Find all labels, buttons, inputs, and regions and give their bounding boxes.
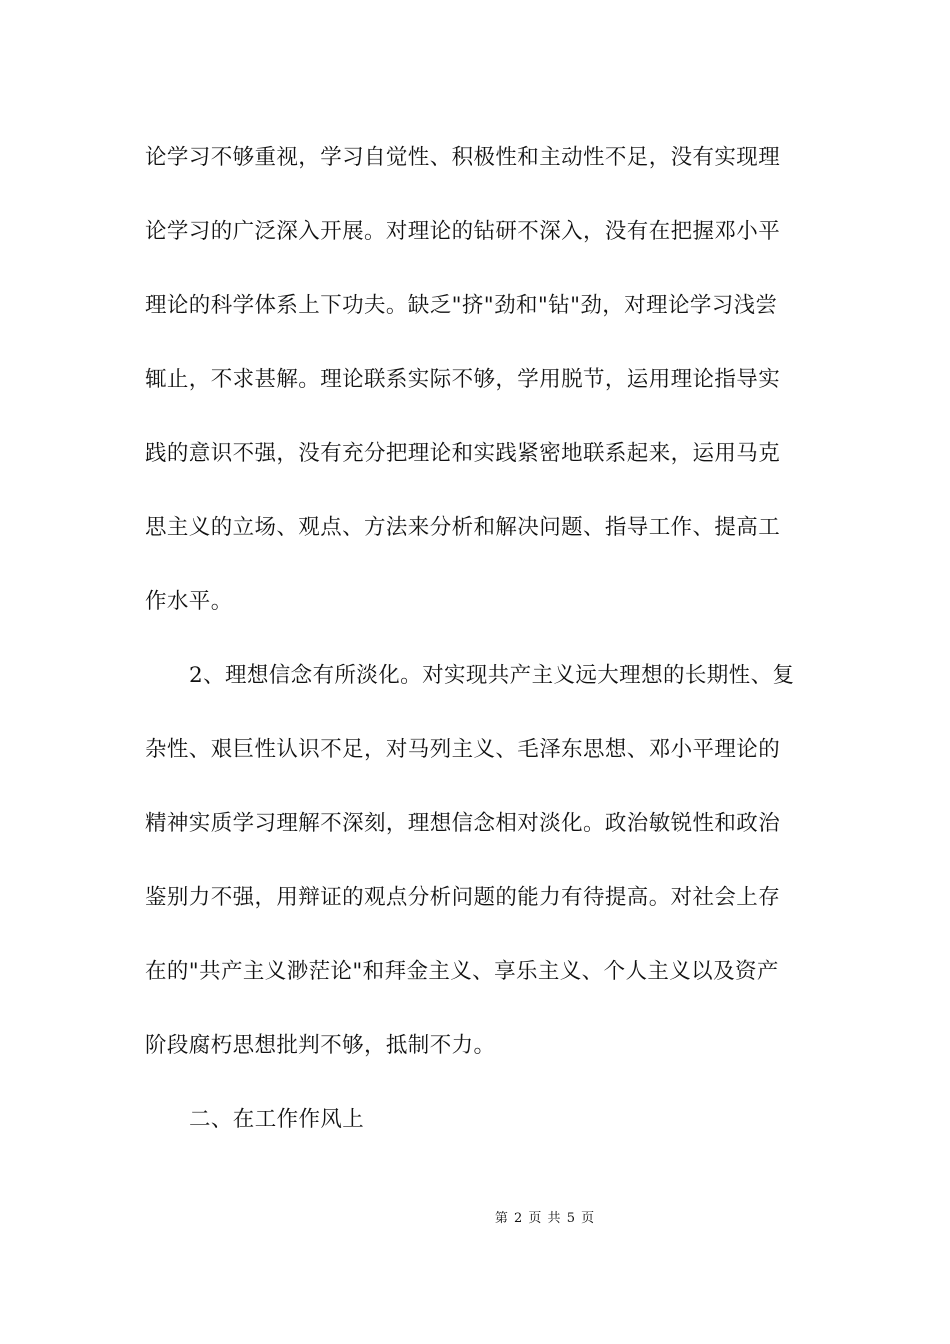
text-line: 辄止，不求甚解。理论联系实际不够，学用脱节，运用理论指导实 [145,367,781,392]
text-line: 在的"共产主义渺茫论"和拜金主义、享乐主义、个人主义以及资产 [145,959,779,984]
document-body [145,136,810,1172]
text-line: 论学习不够重视，学习自觉性、积极性和主动性不足，没有实现理 [145,145,781,170]
text-line: 阶段腐朽思想批判不够，抵制不力。 [145,1033,496,1058]
text-line: 理论的科学体系上下功夫。缺乏"挤"劲和"钻"劲，对理论学习浅尝 [145,293,778,318]
text-line: 践的意识不强，没有充分把理论和实践紧密地联系起来，运用马克 [145,441,781,466]
text-line: 论学习的广泛深入开展。对理论的钻研不深入，没有在把握邓小平 [145,219,781,244]
page-footer [0,1207,950,1226]
section-heading: 二、在工作作风上 [189,1107,365,1132]
text-line: 作水平。 [145,589,233,614]
text-line: 杂性、艰巨性认识不足，对马列主义、毛泽东思想、邓小平理论的 [145,737,781,762]
paragraph-start-line: 2、理想信念有所淡化。对实现共产主义远大理想的长期性、复 [189,663,795,688]
text-line: 精神实质学习理解不深刻，理想信念相对淡化。政治敏锐性和政治 [145,811,781,836]
text-line: 思主义的立场、观点、方法来分析和解决问题、指导工作、提高工 [145,515,781,540]
text-line: 鉴别力不强，用辩证的观点分析问题的能力有待提高。对社会上存 [145,885,781,910]
page-number-label: 第 2 页 共 5 页 [494,1211,596,1226]
